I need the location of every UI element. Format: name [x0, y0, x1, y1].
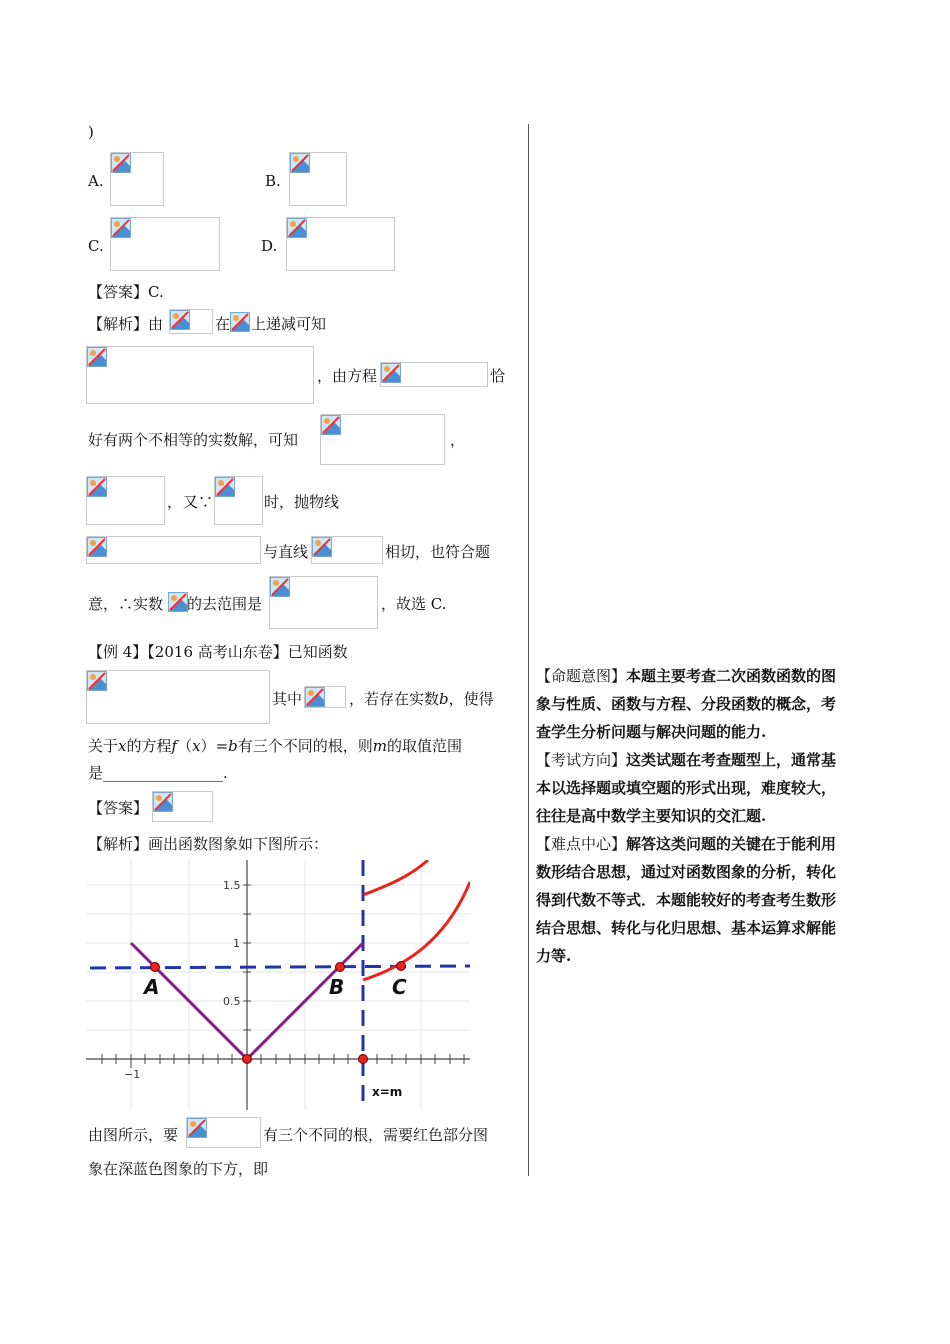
text-when-parabola: 时，抛物线	[264, 493, 340, 511]
conclusion-line2: 象在深蓝色图象的下方，即	[88, 1160, 269, 1178]
point-a	[151, 963, 160, 972]
note-intent-title: 【命题意图】	[536, 667, 627, 685]
tick-label-neg1: −1	[124, 1068, 141, 1081]
analysis-tag-2: 【解析】	[88, 835, 149, 853]
broken-image-icon	[215, 477, 235, 497]
t-b: 的方程	[126, 737, 172, 755]
variable-image	[168, 592, 188, 612]
broken-image-icon	[230, 312, 250, 332]
point-m	[359, 1055, 368, 1064]
range-image	[269, 576, 378, 629]
analysis-1-line1	[88, 314, 163, 334]
broken-image-icon	[87, 477, 107, 497]
option-b-label: B.	[265, 172, 281, 190]
text-tangent: 相切，也符合题	[385, 543, 491, 561]
broken-image-icon	[290, 153, 310, 173]
text-qia: 恰	[490, 367, 506, 385]
example-4-line3	[88, 736, 462, 756]
point-c	[397, 962, 406, 971]
line-image	[311, 536, 383, 564]
blank-line: 是________________.	[88, 764, 228, 782]
text-you-because: 又∵	[183, 493, 214, 511]
text-choose-c: ，故选 C.	[381, 595, 447, 613]
t-f: 有三个不同的根，则	[237, 737, 373, 755]
option-a-label: A.	[88, 172, 104, 190]
red-curve-upper	[363, 860, 428, 895]
note-difficulty-title: 【难点中心】	[536, 835, 627, 853]
equation-image	[186, 1117, 261, 1148]
broken-image-icon	[305, 687, 325, 707]
option-d-label: D.	[261, 237, 278, 255]
answer-image	[152, 791, 213, 822]
label-x-eq-m: x=m	[372, 1085, 403, 1099]
text-makes: ，使得	[448, 690, 494, 708]
option-b-image	[289, 152, 347, 206]
note-direction	[536, 746, 841, 830]
broken-image-icon	[381, 363, 401, 383]
label-b: B	[329, 975, 345, 999]
point-b	[336, 963, 345, 972]
text-decreasing: 上递减可知	[251, 315, 327, 333]
analysis-2-line	[88, 834, 328, 854]
broken-image-icon	[111, 153, 131, 173]
broken-image-icon	[170, 310, 190, 330]
function-definition-image	[86, 670, 270, 724]
broken-image-icon	[87, 671, 107, 691]
note-direction-body: 这类试题在考查题型上，通常基本以选择题或填空题的形式出现，难度较大，往往是高中数学主要知识的交汇题.	[536, 751, 837, 825]
text-two-roots: 好有两个不相等的实数解，可知	[88, 431, 299, 449]
option-d-image	[286, 217, 395, 271]
formula-image	[320, 414, 445, 465]
text-by-equation: ，由方程	[317, 367, 378, 385]
analysis-tag: 【解析】	[88, 315, 149, 333]
broken-image-icon	[111, 218, 131, 238]
var-x-2: x	[192, 737, 201, 755]
parabola-image	[86, 536, 261, 564]
tick-label-0-5: 0.5	[223, 995, 241, 1008]
text-yi-therefore: 意，∴实数	[88, 595, 164, 613]
paren-close: )	[88, 123, 94, 141]
point-origin	[243, 1055, 252, 1064]
formula-image	[214, 476, 263, 525]
option-a-image	[110, 152, 164, 206]
t-e: =	[215, 737, 229, 755]
column-divider	[528, 124, 529, 1176]
text-if-exists	[349, 689, 494, 709]
broken-image-icon	[321, 415, 341, 435]
text-range-is: 的去范围是	[187, 595, 263, 613]
answer-1: 【答案】C.	[88, 283, 164, 301]
t-g: 的取值范围	[387, 737, 463, 755]
conclusion-line1a: 由图所示，要	[88, 1126, 179, 1144]
analysis-text-2: 画出函数图象如下图所示：	[148, 835, 329, 853]
x-ticks	[102, 1054, 464, 1068]
conclusion-line1b: 有三个不同的根，需要红色部分图	[263, 1126, 489, 1144]
text-where: 其中	[272, 690, 303, 708]
label-c: C	[392, 975, 407, 999]
example-4-heading: 【例 4】【2016 高考山东卷】已知函数	[88, 643, 348, 661]
text-if-exists-a: ，若存在实数	[349, 690, 440, 708]
text-comma-2: ，	[167, 493, 183, 511]
text-with-line: 与直线	[263, 543, 309, 561]
note-direction-title: 【考试方向】	[536, 751, 627, 769]
var-b-2: b	[228, 737, 238, 755]
formula-image	[86, 346, 314, 404]
broken-image-icon	[270, 577, 290, 597]
interval-image	[230, 312, 250, 332]
var-m: m	[372, 737, 387, 755]
broken-image-icon	[153, 792, 173, 812]
label-a: A	[144, 975, 160, 999]
answer-2-tag: 【答案】	[88, 799, 149, 817]
broken-image-icon	[187, 1118, 207, 1138]
t-c: （	[177, 737, 193, 755]
t-d: ）	[200, 737, 216, 755]
broken-image-icon	[87, 347, 107, 367]
note-intent-body: 本题主要考查二次函数函数的图象与性质、函数与方程、分段函数的概念，考查学生分析问题与解决问题的能力.	[536, 667, 837, 741]
var-f: f	[171, 737, 178, 755]
t-a: 关于	[88, 737, 119, 755]
tick-label-1: 1	[233, 937, 240, 950]
tick-label-1-5: 1.5	[223, 879, 241, 892]
var-b: b	[439, 690, 449, 708]
option-c-label: C.	[88, 237, 104, 255]
formula-image	[169, 309, 213, 334]
option-c-image	[110, 217, 220, 271]
var-x: x	[118, 737, 127, 755]
formula-image	[86, 476, 165, 525]
note-difficulty	[536, 830, 841, 970]
text-you: 由	[148, 315, 164, 333]
condition-image	[304, 686, 346, 708]
broken-image-icon	[312, 537, 332, 557]
sidebar-notes	[536, 662, 841, 970]
function-graph	[86, 860, 470, 1110]
text-zai: 在	[215, 315, 231, 333]
broken-image-icon	[287, 218, 307, 238]
broken-image-icon	[87, 537, 107, 557]
horizontal-line-y-b	[90, 966, 470, 968]
broken-image-icon	[168, 592, 188, 612]
note-intent	[536, 662, 841, 746]
text-comma: ，	[450, 431, 466, 449]
equation-image	[380, 362, 488, 387]
note-difficulty-body: 解答这类问题的关键在于能利用数形结合思想，通过对函数图象的分析，转化得到代数不等式．本题能较好的考查考生数形结合思想、转化与化归思想、基本运算求解能力等.	[536, 835, 837, 965]
